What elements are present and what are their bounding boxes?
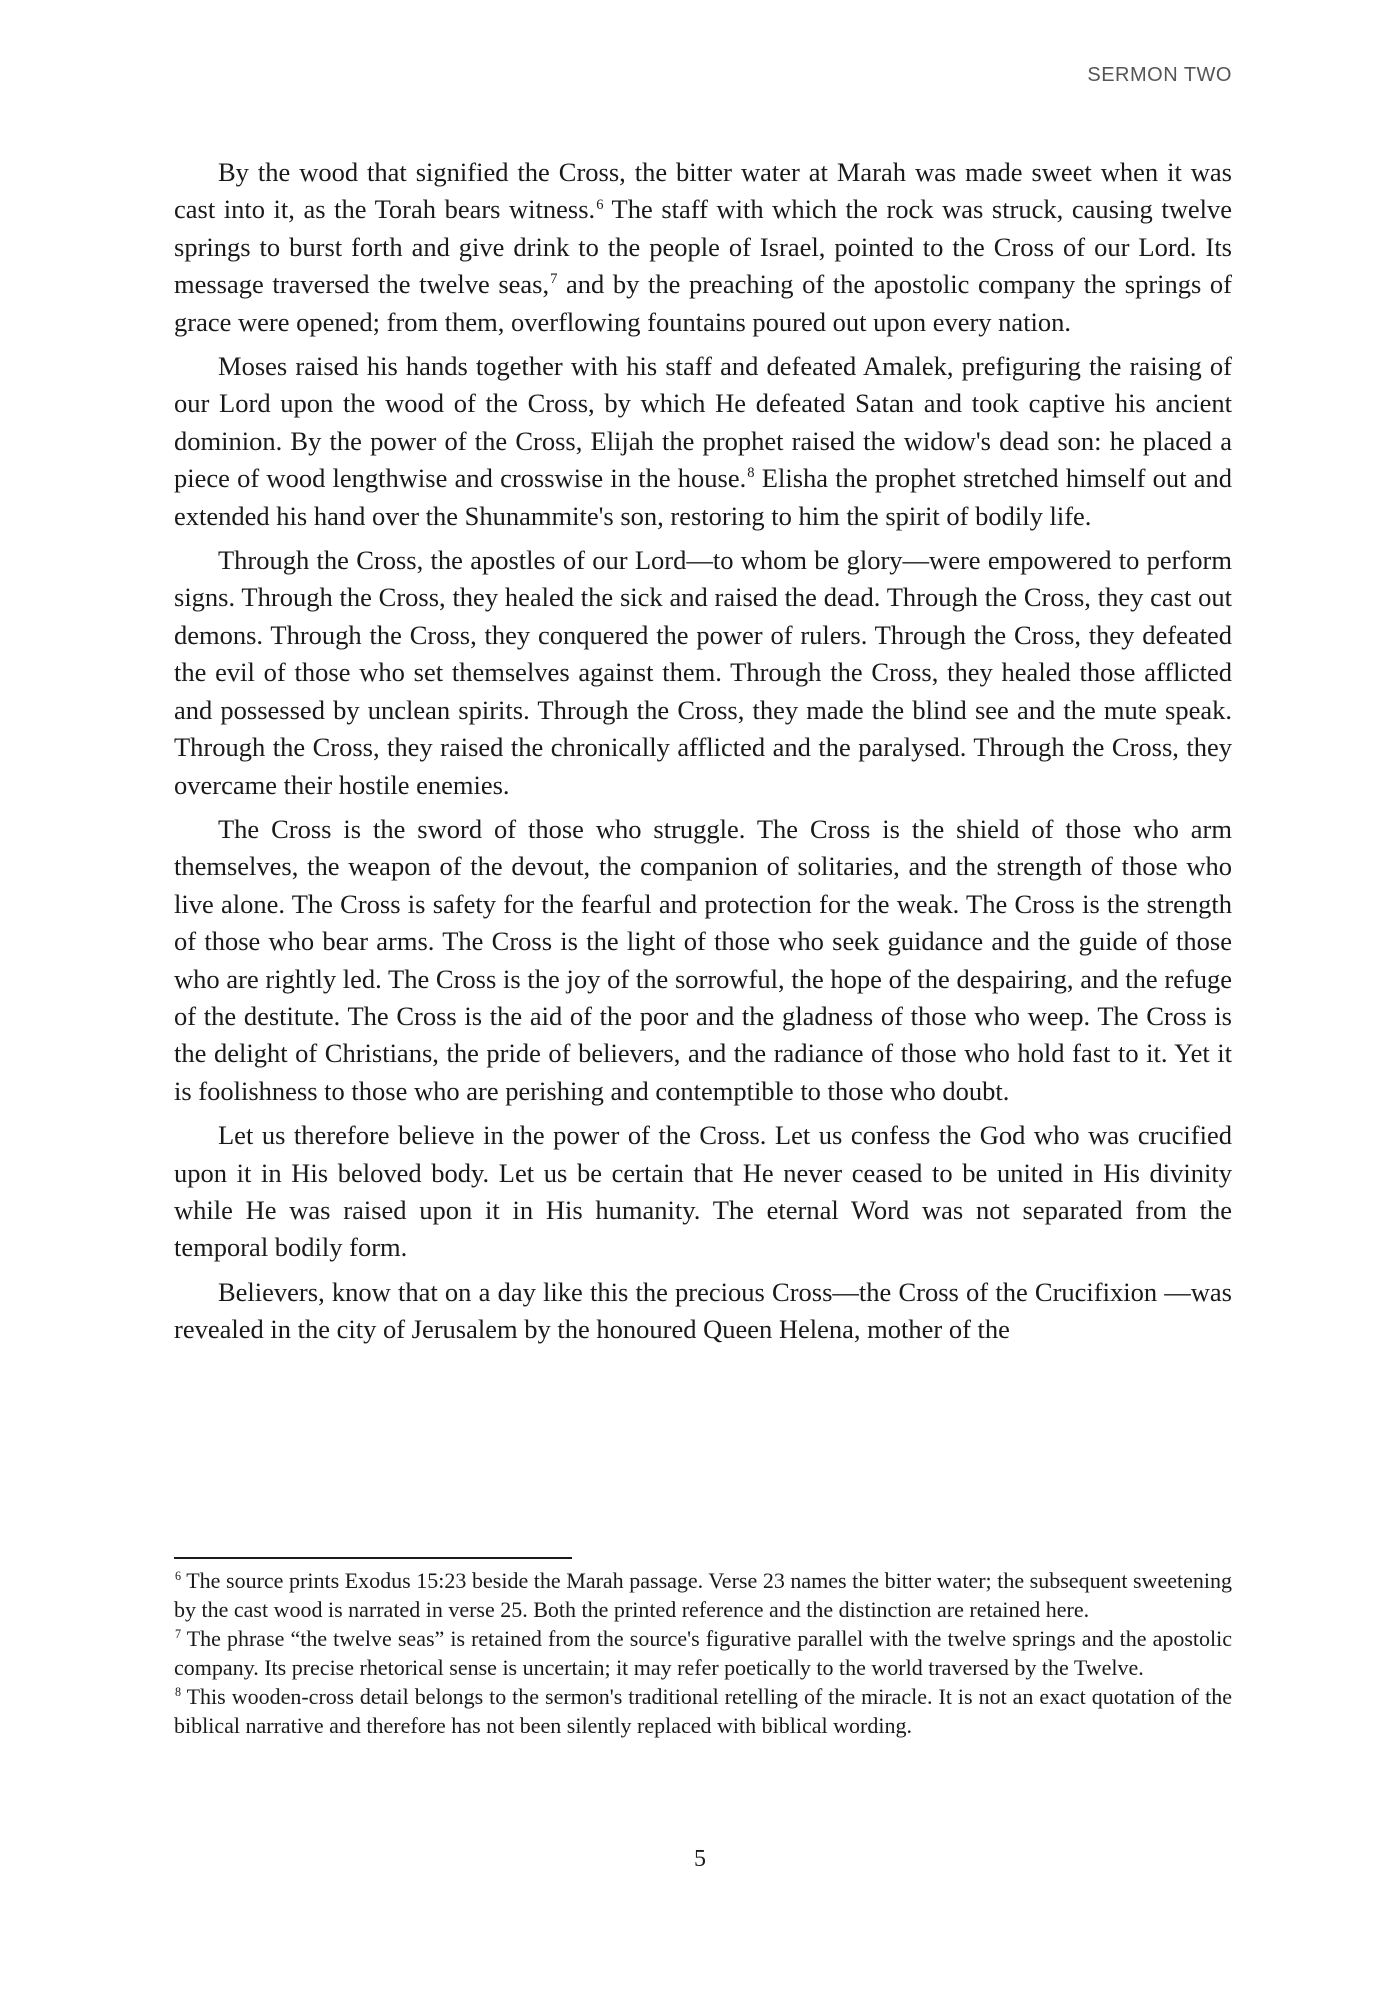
paragraph: [174, 348, 1232, 535]
footnote-number: 6: [175, 1568, 182, 1583]
paragraph: [174, 154, 1232, 341]
main-text: [174, 154, 1232, 1356]
footnote-text: The phrase “the twelve seas” is retained from the source's figurative parallel with the twelve springs and the apostolic company. Its precise rhetorical sense is uncertain; it may refer poetically to the world traversed by the Twelve.: [174, 1626, 1232, 1680]
paragraph-text: Moses raised his hands together with his staff and defeated Amalek, prefiguring the raising of our Lord upon the wood of the Cross, by which He defeated Satan and took captive his ancient dominion. By the power of the Cross, Elijah the prophet raised the widow's dead son: he placed a piece of wood lengthwise and crosswise in the house.: [174, 351, 1232, 494]
footnote: [174, 1566, 1232, 1624]
footnote-ref: 6: [596, 196, 604, 213]
footnote-number: 8: [175, 1684, 182, 1699]
footnote-divider: [174, 1557, 572, 1559]
paragraph: The Cross is the sword of those who struggle. The Cross is the shield of those who arm themselves, the weapon of the devout, the companion of solitaries, and the strength of those who live alone. The Cross is safety for the fearful and protection for the weak. The Cross is the strength of those who bear arms. The Cross is the light of those who seek guidance and the guide of those who are rightly led. The Cross is the joy of the sorrowful, the hope of the despairing, and the refuge of the destitute. The Cross is the aid of the poor and the gladness of those who weep. The Cross is the delight of Christians, the pride of believers, and the radiance of those who hold fast to it. Yet it is foolishness to those who are perishing and contemptible to those who doubt.: [174, 813, 1232, 1106]
paragraph-text: By the wood that signified the Cross, the bitter water at Marah was made sweet when it was cast into it, as the Torah bears witness.: [174, 157, 1232, 225]
paragraph: Let us therefore believe in the power of the Cross. Let us confess the God who was crucified upon it in His beloved body. Let us be certain that He never ceased to be united in His divinity while He was raised upon it in His humanity. The eternal Word was not separated from the temporal bodily form.: [174, 1120, 1232, 1263]
footnotes: [174, 1566, 1232, 1740]
footnote-ref: 8: [747, 465, 755, 482]
footnote: [174, 1624, 1232, 1682]
page-number: 5: [694, 1846, 706, 1872]
paragraph-text: Elisha the prophet stretched himself out and extended his hand over the Shunammite's son, restoring to him the spirit of bodily life.: [174, 463, 1232, 531]
paragraph: Through the Cross, the apostles of our Lord—to whom be glory—were empowered to perform signs. Through the Cross, they healed the sick and raised the dead. Through the Cross, they cast out demons. Through the Cross, they conquered the power of rulers. Through the Cross, they defeated the evil of those who set themselves against them. Through the Cross, they healed those afflicted and possessed by unclean spirits. Through the Cross, they made the blind see and the mute speak. Through the Cross, they raised the chronically afflicted and the paralysed. Through the Cross, they overcame their hostile enemies.: [174, 545, 1232, 800]
footnote-ref: 7: [550, 271, 558, 288]
paragraph-text: and by the preaching of the apostolic company the springs of grace were opened; from them, overflowing fountains poured out upon every nation.: [174, 269, 1233, 337]
footnote: [174, 1682, 1232, 1740]
footnote-text: The source prints Exodus 15:23 beside the Marah passage. Verse 23 names the bitter water; the subsequent sweetening by the cast wood is narrated in verse 25. Both the printed reference and the distinction are retained here.: [174, 1568, 1232, 1622]
paragraph: Believers, know that on a day like this the precious Cross—the Cross of the Crucifixion —was revealed in the city of Jerusalem by the honoured Queen Helena, mother of the: [174, 1276, 1232, 1345]
running-head: SERMON TWO: [1087, 64, 1232, 86]
footnote-text: This wooden-cross detail belongs to the sermon's traditional retelling of the miracle. It is not an exact quotation of the biblical narrative and therefore has not been silently replaced with biblical wording.: [174, 1684, 1232, 1738]
footnote-number: 7: [175, 1626, 182, 1641]
paragraph-text: The staff with which the rock was struck, causing twelve springs to burst forth and give drink to the people of Israel, pointed to the Cross of our Lord. Its message traversed the twelve seas,: [174, 194, 1232, 300]
